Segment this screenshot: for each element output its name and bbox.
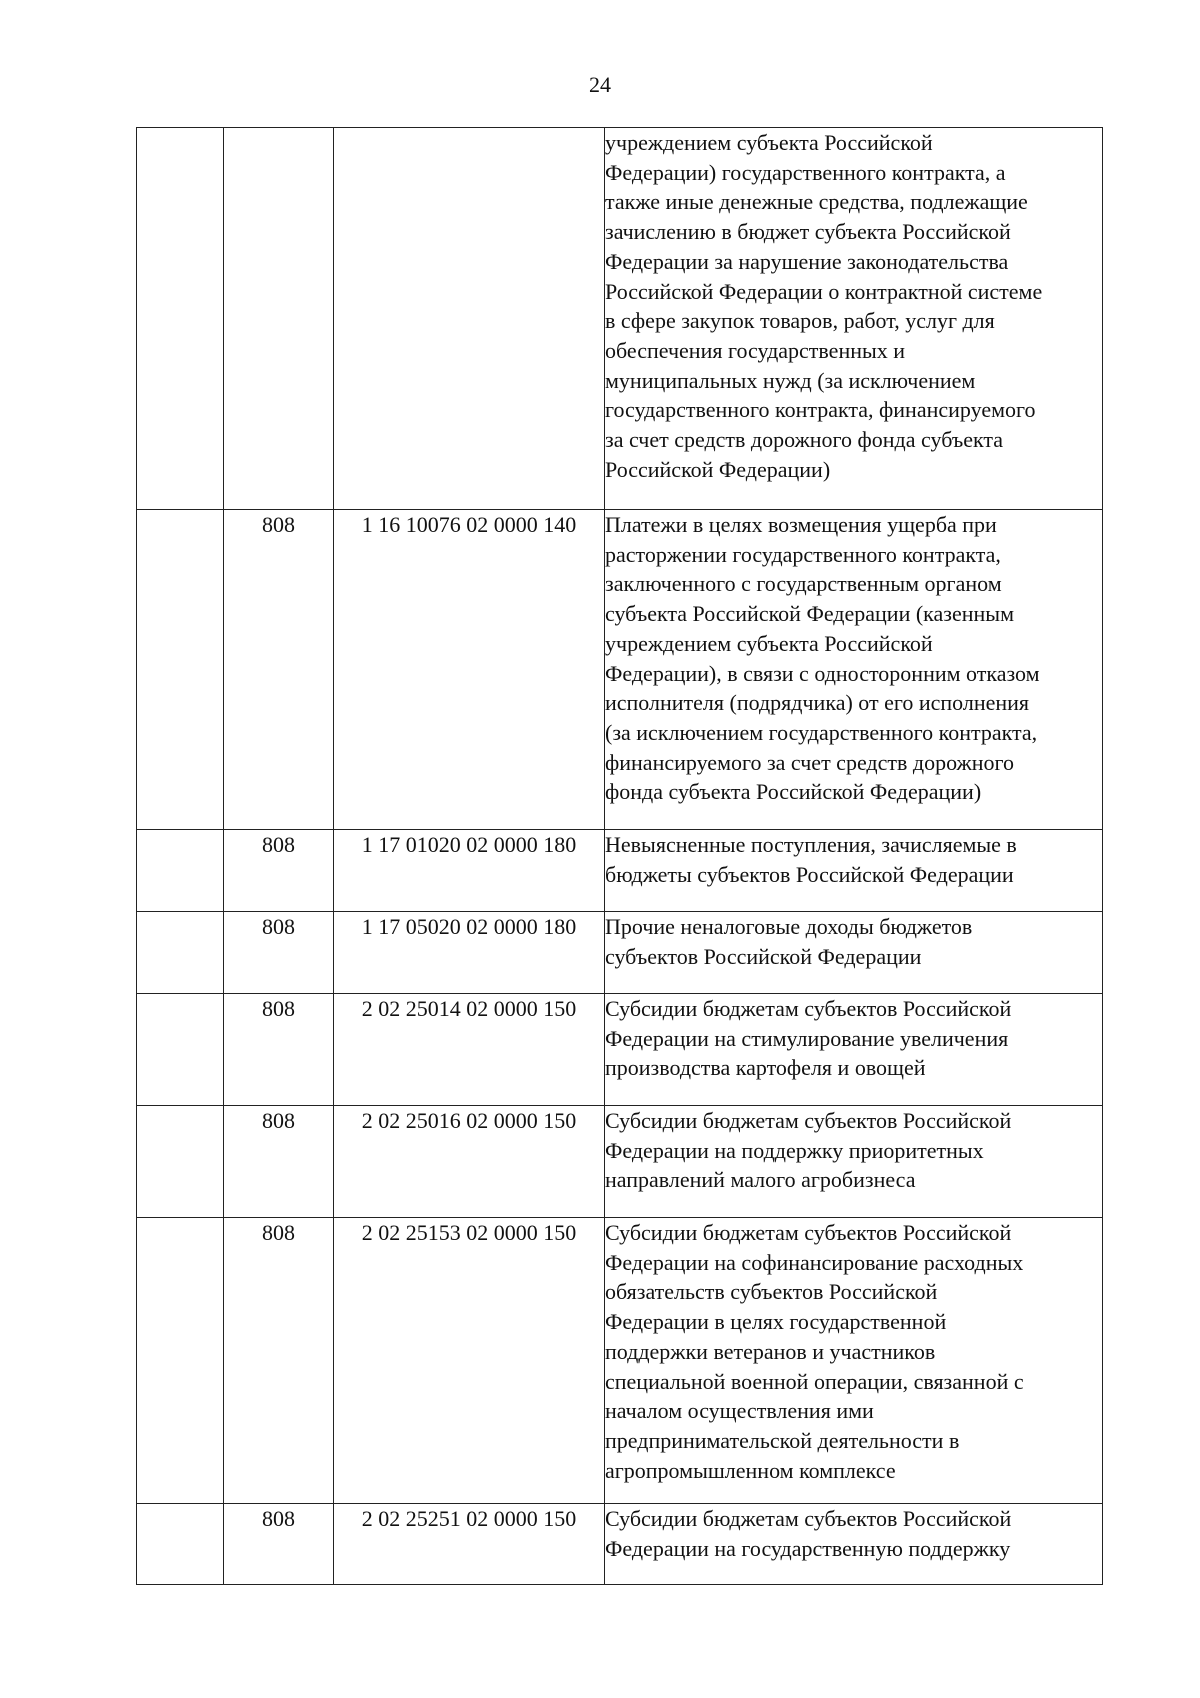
description-line: за счет средств дорожного фонда субъекта — [605, 427, 1004, 453]
description-cell — [605, 1106, 1103, 1218]
budget-code-cell: 1 16 10076 02 0000 140 — [334, 510, 605, 830]
description-line: обеспечения государственных и — [605, 337, 906, 363]
description-line: Субсидии бюджетам субъектов Российской — [605, 1506, 1012, 1531]
description-cell — [605, 128, 1103, 510]
description-line: субъектов Российской Федерации — [605, 943, 922, 969]
description-line: обязательств субъектов Российской — [605, 1279, 938, 1305]
description-line: Субсидии бюджетам субъектов Российской — [605, 1108, 1012, 1133]
description-line: Невыясненные поступления, зачисляемые в — [605, 832, 1017, 857]
table-row — [137, 1504, 1103, 1585]
description-line: специальной военной операции, связанной с — [605, 1368, 1024, 1394]
description-line: Российской Федерации) — [605, 456, 831, 482]
description-line: заключенного с государственным органом — [605, 571, 1002, 597]
description-line: государственного контракта, финансируемого — [605, 397, 1036, 423]
description-line: Прочие неналоговые доходы бюджетов — [605, 914, 973, 939]
description-line: Федерации за нарушение законодательства — [605, 248, 1009, 274]
description-line: предпринимательской деятельности в — [605, 1427, 960, 1453]
admin-code-cell: 808 — [224, 1504, 334, 1585]
admin-code-cell: 808 — [224, 1218, 334, 1504]
description-cell — [605, 912, 1103, 994]
admin-code-cell: 808 — [224, 994, 334, 1106]
description-cell — [605, 510, 1103, 830]
admin-code-cell: 808 — [224, 510, 334, 830]
description-cell — [605, 830, 1103, 912]
description-line: Субсидии бюджетам субъектов Российской — [605, 1220, 1012, 1245]
description-line: Федерации на стимулирование увеличения — [605, 1025, 1009, 1051]
description-line: Федерации) государственного контракта, а — [605, 159, 1006, 185]
description-line: в сфере закупок товаров, работ, услуг для — [605, 308, 995, 334]
description-line: началом осуществления ими — [605, 1398, 874, 1424]
description-line: производства картофеля и овощей — [605, 1055, 926, 1081]
description-line: (за исключением государственного контракта, — [605, 719, 1038, 745]
table-row — [137, 912, 1103, 994]
description-line: учреждением субъекта Российской — [605, 130, 933, 155]
description-line: субъекта Российской Федерации (казенным — [605, 601, 1014, 627]
budget-code-cell — [334, 128, 605, 510]
blank-cell — [137, 830, 224, 912]
table-row — [137, 994, 1103, 1106]
table-row — [137, 510, 1103, 830]
description-line: поддержки ветеранов и участников — [605, 1338, 936, 1364]
budget-code-cell: 1 17 05020 02 0000 180 — [334, 912, 605, 994]
budget-code-cell: 1 17 01020 02 0000 180 — [334, 830, 605, 912]
description-cell — [605, 994, 1103, 1106]
blank-cell — [137, 1218, 224, 1504]
table-row — [137, 1106, 1103, 1218]
description-line: бюджеты субъектов Российской Федерации — [605, 861, 1014, 887]
description-line: муниципальных нужд (за исключением — [605, 367, 976, 393]
description-line: Российской Федерации о контрактной системе — [605, 278, 1043, 304]
budget-code-cell: 2 02 25014 02 0000 150 — [334, 994, 605, 1106]
table-row — [137, 128, 1103, 510]
description-line: Федерации на софинансирование расходных — [605, 1249, 1024, 1275]
description-line: учреждением субъекта Российской — [605, 630, 933, 656]
description-line: расторжении государственного контракта, — [605, 541, 1001, 567]
description-line: Субсидии бюджетам субъектов Российской — [605, 996, 1012, 1021]
blank-cell — [137, 1106, 224, 1218]
blank-cell — [137, 510, 224, 830]
admin-code-cell: 808 — [224, 912, 334, 994]
blank-cell — [137, 1504, 224, 1585]
admin-code-cell: 808 — [224, 830, 334, 912]
description-line: зачислению в бюджет субъекта Российской — [605, 219, 1011, 245]
budget-codes-table — [136, 127, 1103, 1585]
description-cell — [605, 1218, 1103, 1504]
description-line: Федерации на государственную поддержку — [605, 1535, 1011, 1561]
description-cell — [605, 1504, 1103, 1585]
description-line: также иные денежные средства, подлежащие — [605, 189, 1028, 215]
description-line: Федерации на поддержку приоритетных — [605, 1137, 984, 1163]
blank-cell — [137, 128, 224, 510]
admin-code-cell: 808 — [224, 1106, 334, 1218]
description-line: Федерации), в связи с односторонним отказом — [605, 660, 1040, 686]
blank-cell — [137, 912, 224, 994]
description-line: исполнителя (подрядчика) от его исполнения — [605, 690, 1030, 716]
description-line: Платежи в целях возмещения ущерба при — [605, 512, 997, 537]
admin-code-cell — [224, 128, 334, 510]
description-line: Федерации в целях государственной — [605, 1309, 947, 1335]
description-line: фонда субъекта Российской Федерации) — [605, 779, 982, 805]
description-line: направлений малого агробизнеса — [605, 1167, 916, 1193]
table-row — [137, 830, 1103, 912]
table-body — [137, 128, 1103, 1585]
blank-cell — [137, 994, 224, 1106]
budget-code-cell: 2 02 25016 02 0000 150 — [334, 1106, 605, 1218]
table-row — [137, 1218, 1103, 1504]
description-line: финансируемого за счет средств дорожного — [605, 749, 1014, 775]
budget-code-cell: 2 02 25251 02 0000 150 — [334, 1504, 605, 1585]
page-number: 24 — [589, 72, 611, 97]
description-line: агропромышленном комплексе — [605, 1457, 896, 1483]
budget-code-cell: 2 02 25153 02 0000 150 — [334, 1218, 605, 1504]
